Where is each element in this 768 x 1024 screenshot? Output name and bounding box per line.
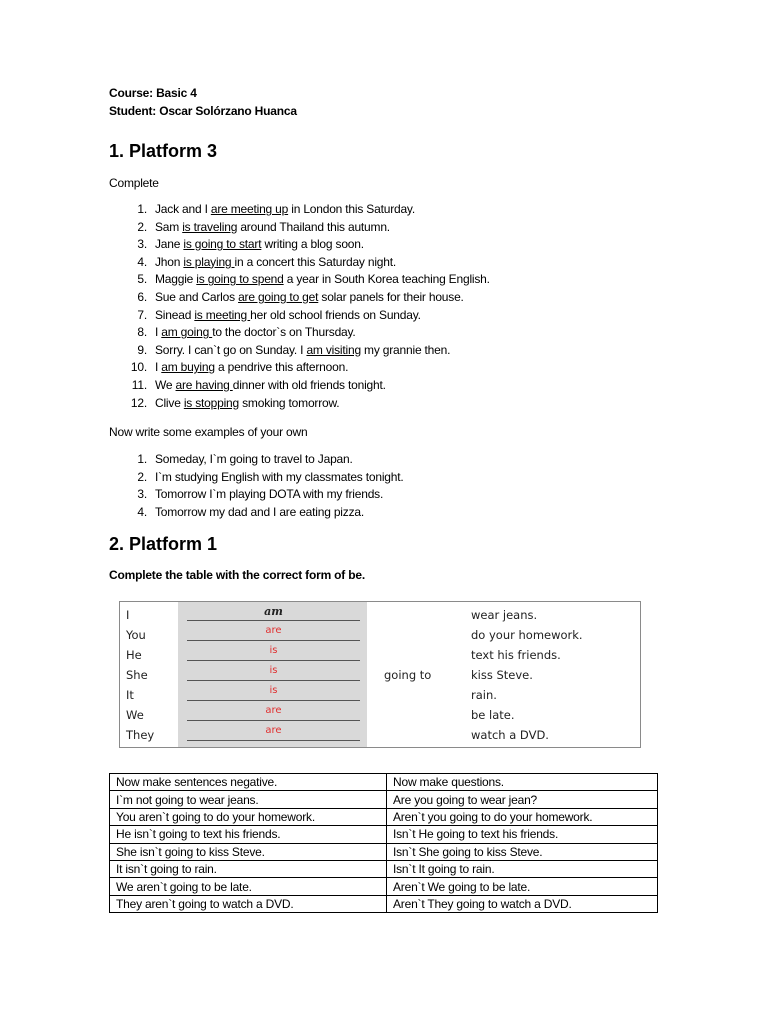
- item-text-after: in a concert this Saturday night.: [234, 254, 397, 269]
- answer-blank-line: [187, 640, 360, 641]
- exercise-item: [109, 289, 490, 307]
- table-row: [110, 791, 658, 808]
- negative-sentence-cell: She isn`t going to kiss Steve.: [110, 843, 387, 860]
- be-answer: is: [269, 665, 278, 676]
- pronoun-cell: You: [126, 628, 146, 642]
- section2-instruction: Complete the table with the correct form of be.: [109, 568, 365, 582]
- pronoun-cell: I: [126, 608, 130, 622]
- item-text: Tomorrow I`m playing DOTA with my friends.: [155, 487, 384, 502]
- answer-blank-line: [187, 680, 360, 681]
- exercise-item: [109, 201, 490, 219]
- item-text-after: solar panels for their house.: [318, 289, 464, 304]
- item-answer: are meeting up: [210, 202, 289, 216]
- verb-phrase-cell: be late.: [471, 708, 515, 722]
- table-header-cell: Now make sentences negative.: [110, 774, 387, 791]
- item-number: 11.: [131, 377, 147, 392]
- be-answer: is: [269, 685, 278, 696]
- exercise-item: [109, 377, 490, 395]
- own-example-item: [109, 504, 404, 522]
- table-row: [110, 895, 658, 912]
- table-row: [110, 843, 658, 860]
- answer-blank-line: [187, 700, 360, 701]
- be-answer: are: [265, 725, 282, 736]
- exercise-item: [109, 324, 490, 342]
- item-number: 4.: [137, 504, 147, 519]
- item-text-after: a pendrive this afternoon.: [214, 360, 349, 375]
- item-number: 6.: [137, 289, 147, 304]
- item-answer: are having: [175, 377, 233, 392]
- pronoun-cell: He: [126, 648, 142, 662]
- item-text-before: Sue and Carlos: [155, 289, 239, 304]
- exercise-item: [109, 342, 490, 360]
- question-cell: Aren`t you going to do your homework.: [387, 808, 658, 825]
- item-text-before: Maggie: [155, 272, 197, 287]
- item-answer: is going to spend: [196, 272, 284, 287]
- exercise-item: [109, 395, 490, 413]
- pronoun-cell: It: [126, 688, 134, 702]
- item-number: 2.: [137, 219, 147, 234]
- answer-blank-line: [187, 660, 360, 661]
- item-answer: is stopping: [183, 395, 239, 410]
- item-number: 10.: [130, 360, 147, 375]
- own-example-item: [109, 451, 404, 469]
- negative-sentence-cell: He isn`t going to text his friends.: [110, 826, 387, 843]
- item-text-after: around Thailand this autumn.: [237, 219, 390, 234]
- item-number: 12.: [130, 395, 147, 410]
- own-example-item: [109, 486, 404, 504]
- be-answer: am: [264, 605, 283, 618]
- going-to-label: going to: [384, 668, 432, 682]
- verb-phrase-cell: rain.: [471, 688, 497, 702]
- item-number: 3.: [137, 237, 147, 252]
- exercise-item: [109, 271, 490, 289]
- item-text: Someday, I`m going to travel to Japan.: [155, 452, 353, 466]
- item-number: 8.: [137, 325, 147, 340]
- negative-questions-table: [109, 773, 658, 913]
- exercise-item: [109, 307, 490, 325]
- table-header-row: [110, 774, 658, 791]
- item-text-before: We: [155, 377, 176, 392]
- item-text-before: Jane: [155, 237, 184, 252]
- item-text-before: Sam: [155, 219, 183, 234]
- item-text-before: Sorry. I can`t go on Sunday. I: [155, 342, 307, 357]
- pronoun-cell: She: [126, 668, 148, 682]
- be-answer: is: [269, 645, 278, 656]
- table-row: [110, 826, 658, 843]
- item-number: 1.: [137, 452, 147, 466]
- item-answer: am buying: [161, 360, 215, 375]
- exercise-item: [109, 219, 490, 237]
- course-label: Course: Basic 4: [109, 86, 197, 100]
- item-text-after: writing a blog soon.: [261, 237, 364, 252]
- section1-instruction: Complete: [109, 176, 159, 190]
- item-answer: are going to get: [238, 289, 319, 304]
- item-answer: is playing: [183, 254, 235, 269]
- negative-sentence-cell: We aren`t going to be late.: [110, 878, 387, 895]
- item-answer: is meeting: [194, 307, 251, 322]
- verb-phrase-cell: text his friends.: [471, 648, 561, 662]
- negative-sentence-cell: You aren`t going to do your homework.: [110, 808, 387, 825]
- item-text-after: her old school friends on Sunday.: [250, 307, 421, 322]
- own-examples-instruction: Now write some examples of your own: [109, 425, 308, 439]
- exercise-list: [109, 201, 490, 412]
- question-cell: Isn`t It going to rain.: [387, 860, 658, 877]
- table-row: [110, 878, 658, 895]
- question-cell: Are you going to wear jean?: [387, 791, 658, 808]
- negative-sentence-cell: I`m not going to wear jeans.: [110, 791, 387, 808]
- verb-phrase-cell: wear jeans.: [471, 608, 538, 622]
- table-header-cell: Now make questions.: [387, 774, 658, 791]
- question-cell: Isn`t He going to text his friends.: [387, 826, 658, 843]
- pronoun-cell: We: [126, 708, 144, 722]
- item-number: 1.: [137, 202, 147, 216]
- verb-phrase-cell: do your homework.: [471, 628, 583, 642]
- item-answer: is going to start: [183, 237, 262, 252]
- item-text: Tomorrow my dad and I are eating pizza.: [155, 504, 364, 519]
- negative-sentence-cell: It isn`t going to rain.: [110, 860, 387, 877]
- item-text: I`m studying English with my classmates tonight.: [155, 469, 404, 484]
- item-number: 4.: [137, 254, 147, 269]
- question-cell: Aren`t They going to watch a DVD.: [387, 895, 658, 912]
- item-text-before: I: [155, 360, 162, 375]
- student-label: Student: Oscar Solórzano Huanca: [109, 104, 297, 118]
- item-number: 7.: [137, 307, 147, 322]
- section1-title: 1. Platform 3: [109, 141, 218, 161]
- item-text-before: Jhon: [155, 254, 184, 269]
- answer-blank-line: [187, 740, 360, 741]
- answer-blank-line: [187, 720, 360, 721]
- negative-sentence-cell: They aren`t going to watch a DVD.: [110, 895, 387, 912]
- item-number: 3.: [137, 487, 147, 502]
- verb-phrase-cell: watch a DVD.: [471, 728, 549, 742]
- verb-phrase-cell: kiss Steve.: [471, 668, 533, 682]
- item-number: 2.: [137, 469, 147, 484]
- be-answer: are: [265, 705, 282, 716]
- item-number: 5.: [137, 272, 147, 287]
- table-row: [110, 808, 658, 825]
- answer-blank-line: [187, 620, 360, 621]
- table-row: [110, 860, 658, 877]
- exercise-item: [109, 236, 490, 254]
- item-answer: am visiting: [306, 342, 361, 357]
- be-answer: are: [265, 625, 282, 636]
- item-text-before: Sinead: [155, 307, 195, 322]
- item-answer: am going: [161, 325, 213, 340]
- exercise-item: [109, 254, 490, 272]
- question-cell: Isn`t She going to kiss Steve.: [387, 843, 658, 860]
- item-text-after: to the doctor`s on Thursday.: [212, 325, 356, 340]
- pronoun-cell: They: [126, 728, 155, 742]
- item-text-before: I: [155, 325, 162, 340]
- item-text-after: my grannie then.: [360, 342, 451, 357]
- item-text-before: Clive: [155, 395, 184, 410]
- own-examples-list: [109, 451, 404, 521]
- section2-title: 2. Platform 1: [109, 534, 218, 554]
- own-example-item: [109, 469, 404, 487]
- item-answer: is traveling: [182, 219, 238, 234]
- exercise-item: [109, 359, 490, 377]
- question-cell: Aren`t We going to be late.: [387, 878, 658, 895]
- item-text-before: Jack and I: [155, 202, 211, 216]
- item-text-after: a year in South Korea teaching English.: [283, 272, 490, 287]
- item-text-after: smoking tomorrow.: [238, 395, 340, 410]
- item-number: 9.: [137, 342, 147, 357]
- item-text-after: dinner with old friends tonight.: [232, 377, 386, 392]
- item-text-after: in London this Saturday.: [288, 202, 415, 216]
- be-form-table: [119, 601, 641, 748]
